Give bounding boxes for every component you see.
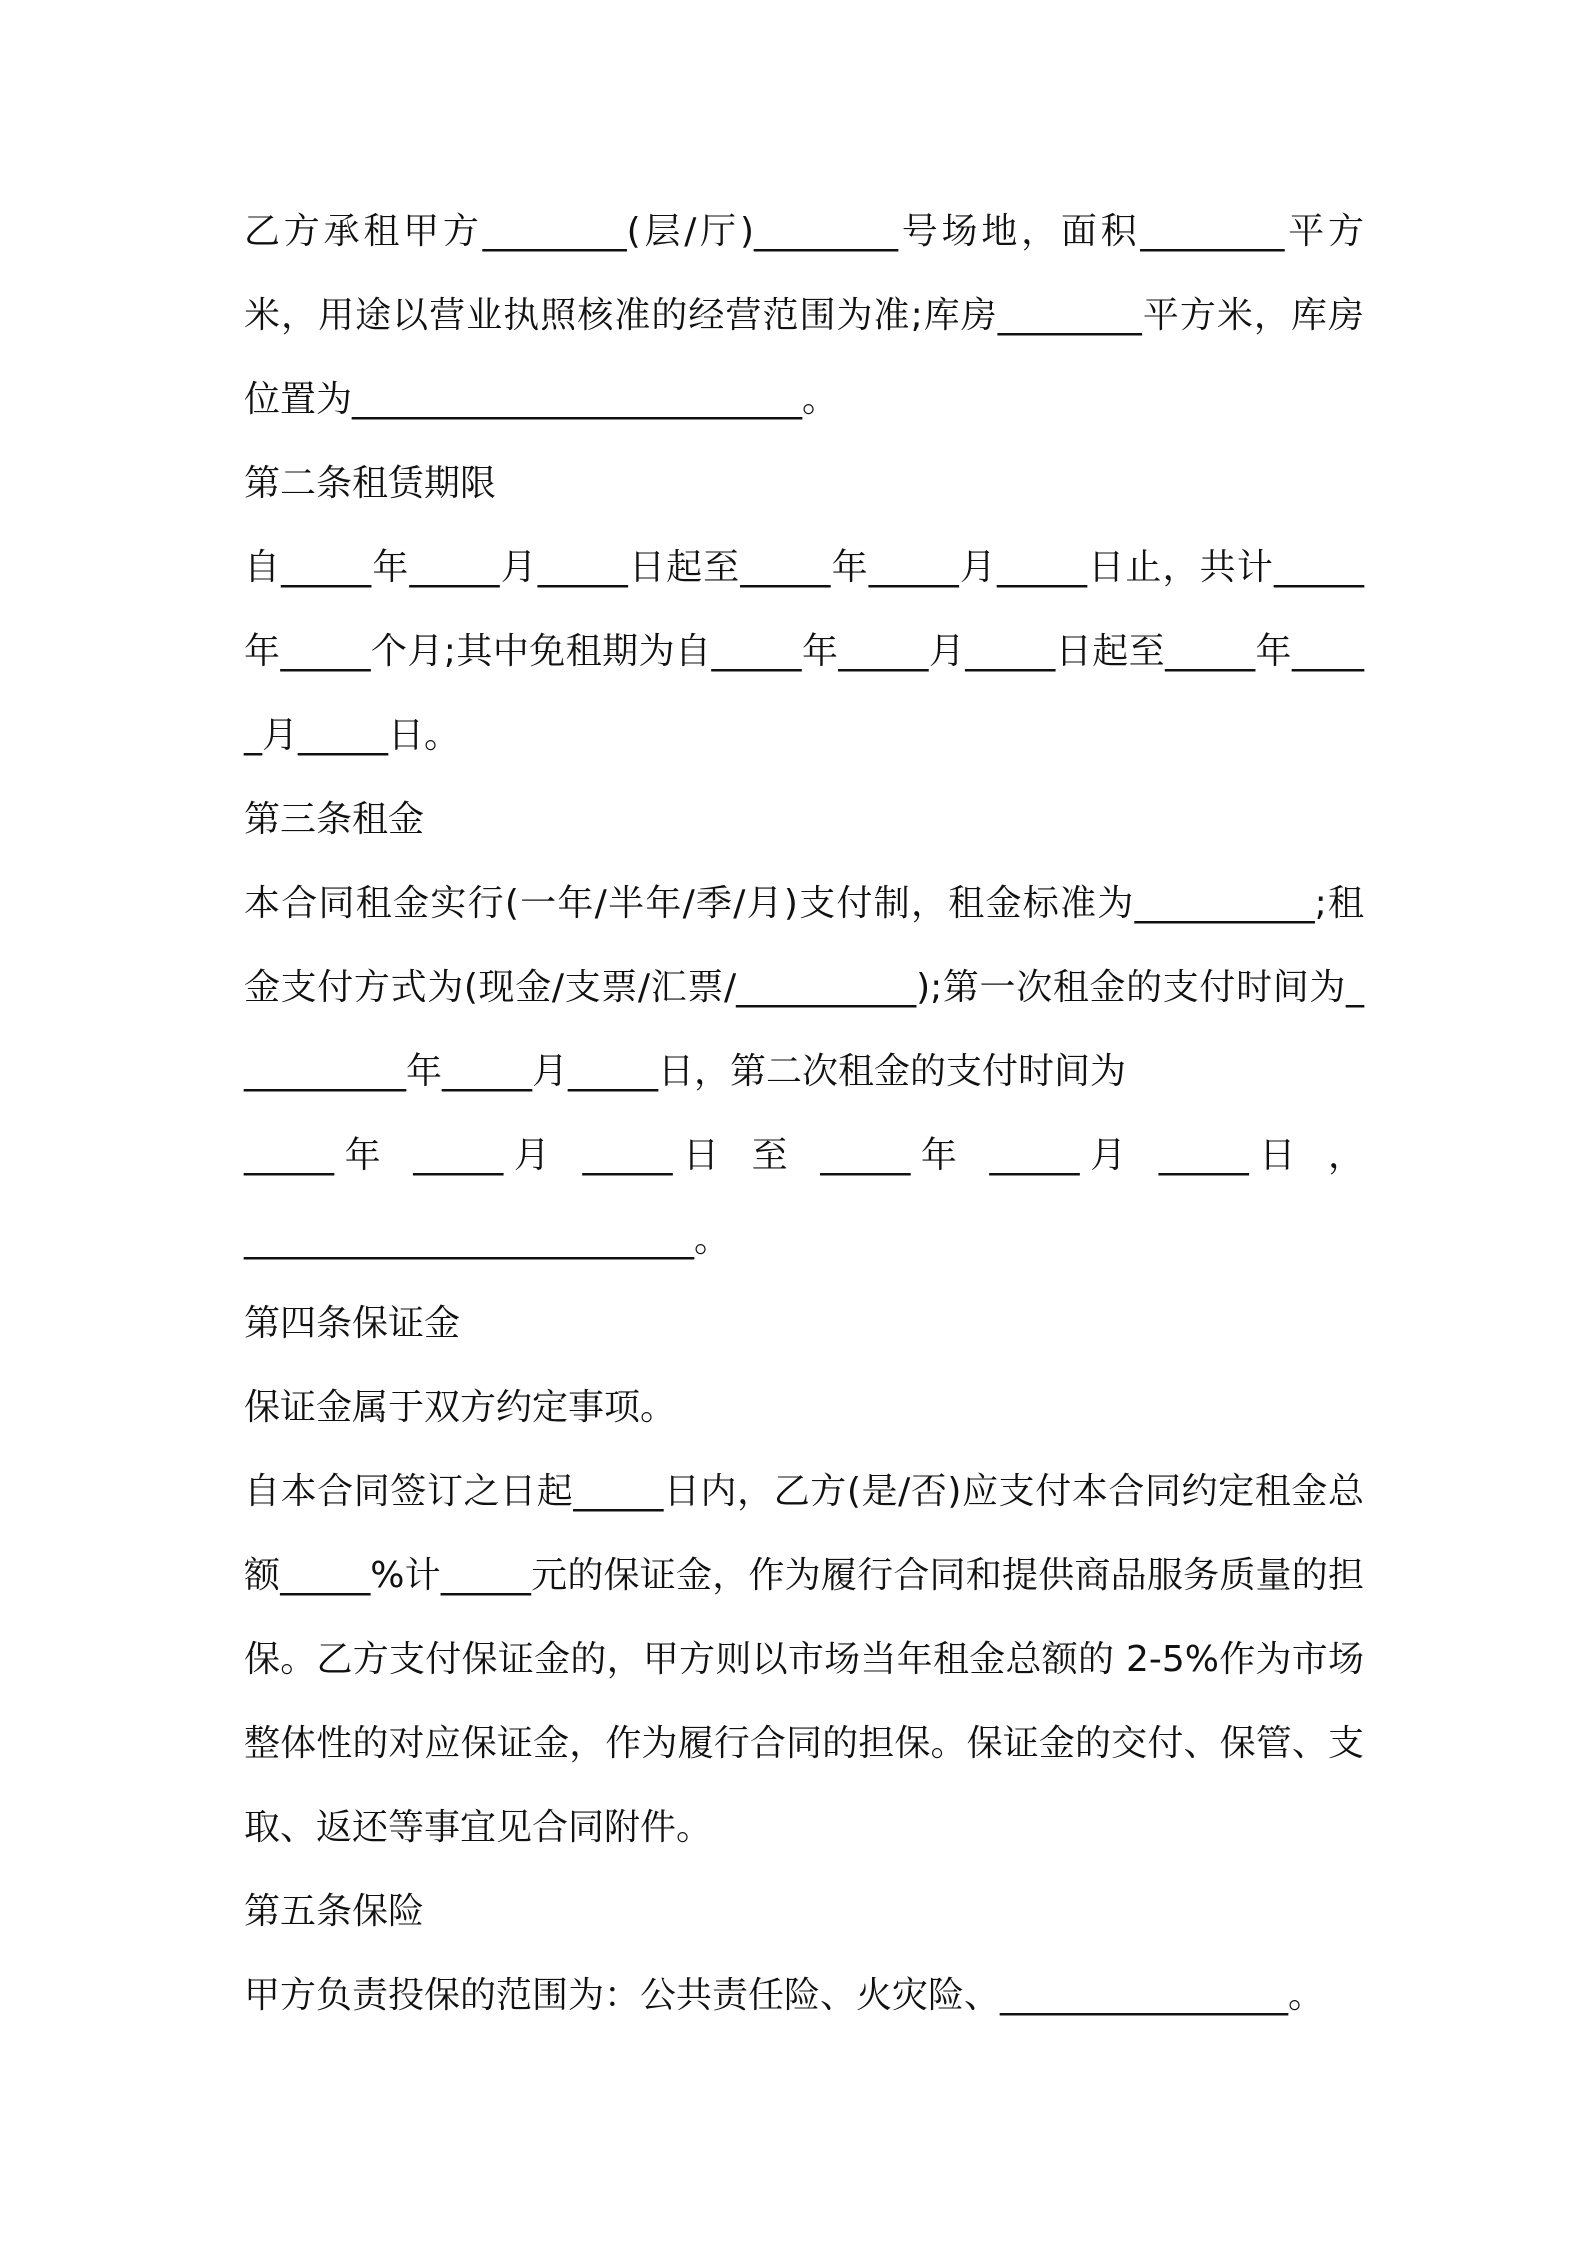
heading-article-2: 第二条租赁期限 bbox=[244, 463, 497, 504]
paragraph-deposit-intro: 保证金属于双方约定事项。 bbox=[244, 1387, 677, 1428]
paragraph-lease-term: 自_____年_____月_____日起至_____年_____月_____日止，共计_____年_____个月;其中免租期为自_____年_____月_____日起至_____年_____月_____日。 bbox=[244, 547, 1364, 756]
paragraph-rent-end: _________________________。 bbox=[244, 1219, 730, 1260]
heading-article-4: 第四条保证金 bbox=[244, 1303, 461, 1344]
paragraph-premises: 乙方承租甲方________(层/厅)________号场地，面积________平方米，用途以营业执照核准的经营范围为准;库房________平方米，库房位置为_________________________。 bbox=[244, 211, 1364, 420]
paragraph-rent-dates: _____年 _____月 _____日 至 _____年 _____月 _____日 ， bbox=[244, 1135, 1364, 1176]
paragraph-rent: 本合同租金实行(一年/半年/季/月)支付制，租金标准为__________;租金支付方式为(现金/支票/汇票/__________);第一次租金的支付时间为__________年_____月_____日，第二次租金的支付时间为 bbox=[244, 883, 1364, 1092]
paragraph-deposit-detail: 自本合同签订之日起_____日内，乙方(是/否)应支付本合同约定租金总额_____%计_____元的保证金，作为履行合同和提供商品服务质量的担保。乙方支付保证金的，甲方则以市场当年租金总额的 2-5%作为市场整体性的对应保证金，作为履行合同的担保。保证金的交付、保管、支取、返还等事宜见合同附件。 bbox=[244, 1471, 1364, 1848]
paragraph-insurance: 甲方负责投保的范围为：公共责任险、火灾险、________________。 bbox=[244, 1975, 1325, 2016]
heading-article-3: 第三条租金 bbox=[244, 799, 425, 840]
contract-body bbox=[244, 190, 1364, 2038]
heading-article-5: 第五条保险 bbox=[244, 1891, 425, 1932]
